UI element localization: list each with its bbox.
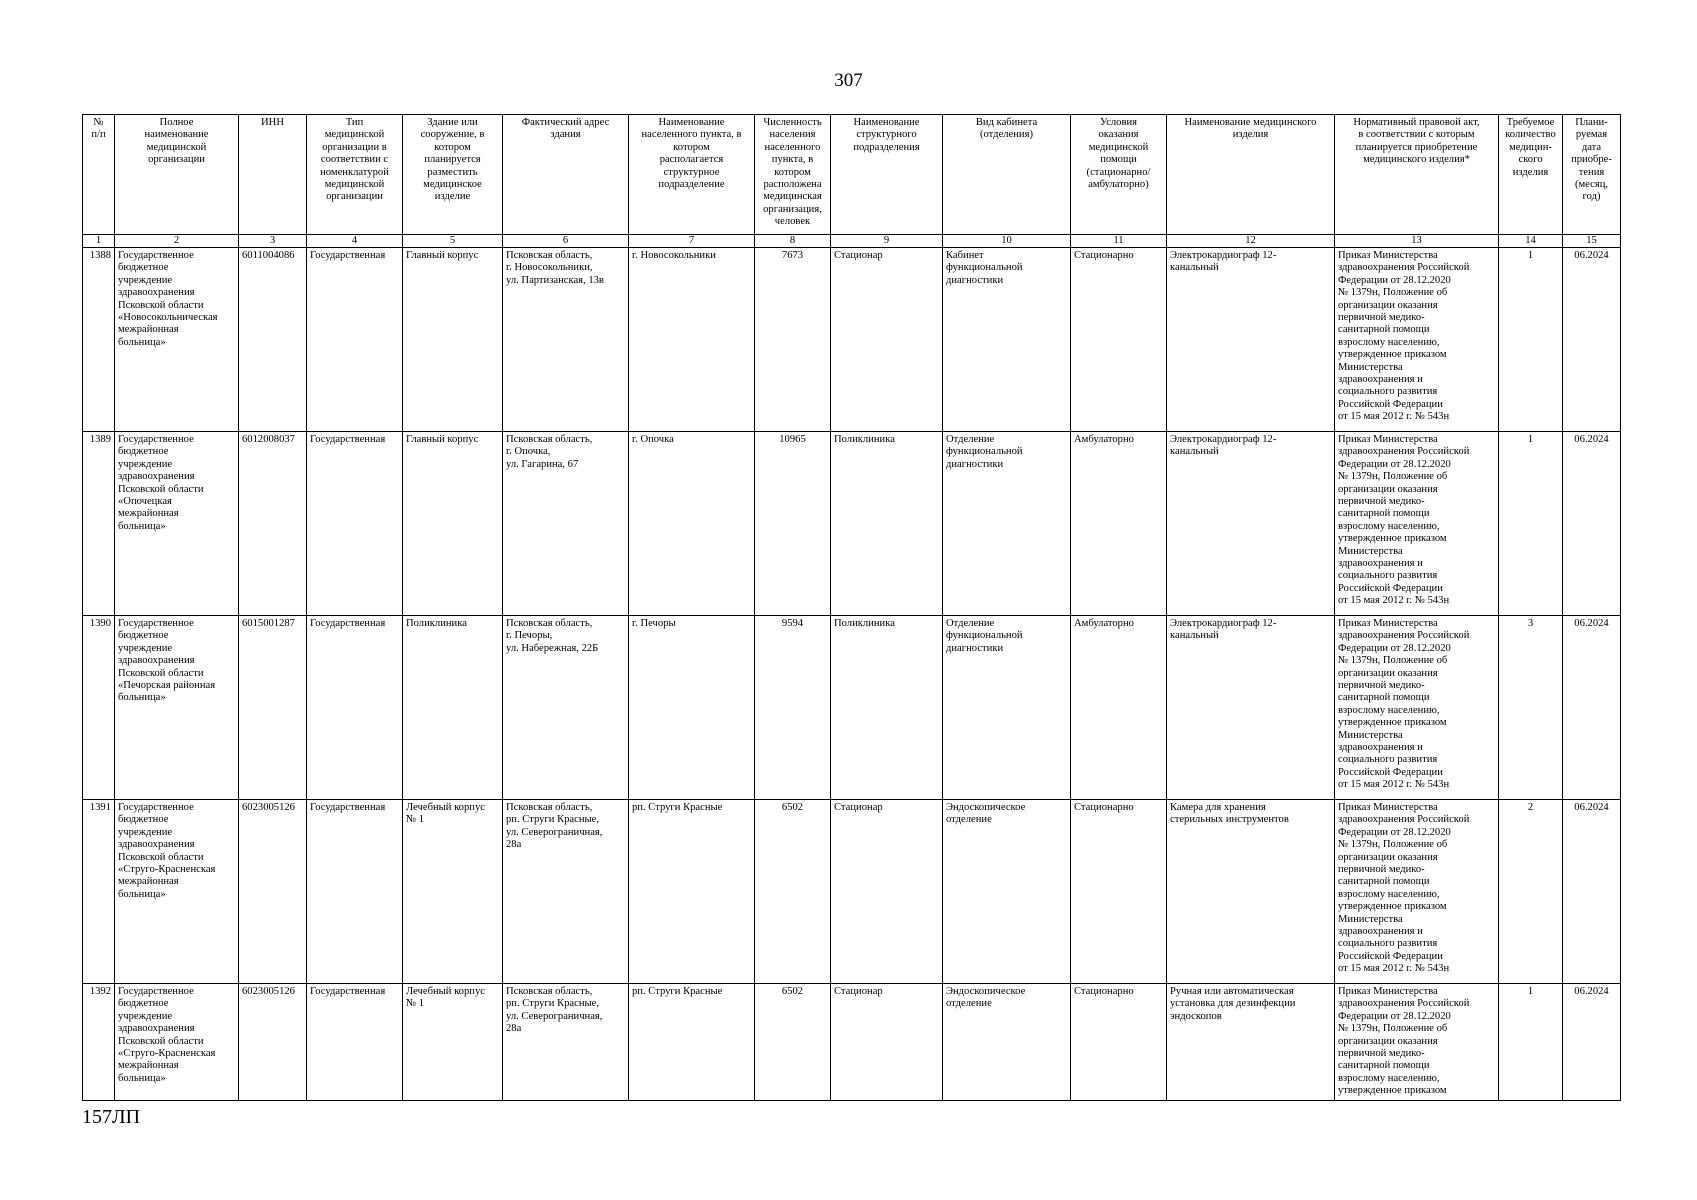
cabinet-type: Эндоскопическое отделение — [943, 984, 1071, 1101]
column-number: 13 — [1335, 235, 1499, 248]
regulatory-act: Приказ Министерства здравоохранения Российской Федерации от 28.12.2020 № 1379н, Положение об организации оказания первичной медико- санитарной помощи взрослому населению, утвержденное приказом Министерства здравоохранения и социального развития Российской Федерации от 15 мая 2012 г. № 543н — [1335, 800, 1499, 984]
medical-device: Ручная или автоматическая установка для дезинфекции эндоскопов — [1167, 984, 1335, 1101]
medical-device: Электрокардиограф 12- канальный — [1167, 616, 1335, 800]
structural-unit: Стационар — [831, 800, 943, 984]
structural-unit: Стационар — [831, 248, 943, 432]
quantity: 1 — [1499, 248, 1563, 432]
column-number: 4 — [307, 235, 403, 248]
page-number: 307 — [834, 70, 863, 91]
column-number: 6 — [503, 235, 629, 248]
care-conditions: Амбулаторно — [1071, 432, 1167, 616]
quantity: 2 — [1499, 800, 1563, 984]
locality: г. Печоры — [629, 616, 755, 800]
header-row — [83, 115, 1621, 235]
organization-name: Государственное бюджетное учреждение здравоохранения Псковской области «Новосокольническая межрайонная больница» — [115, 248, 239, 432]
building: Лечебный корпус № 1 — [403, 984, 503, 1101]
locality: г. Новосокольники — [629, 248, 755, 432]
quantity: 3 — [1499, 616, 1563, 800]
column-number: 8 — [755, 235, 831, 248]
planned-date: 06.2024 — [1563, 800, 1621, 984]
organization-type: Государственная — [307, 248, 403, 432]
table-row — [83, 984, 1621, 1101]
quantity: 1 — [1499, 984, 1563, 1101]
column-number: 10 — [943, 235, 1071, 248]
header-cell: Плани- руемая дата приобре- тения (месяц, год) — [1563, 115, 1621, 235]
regulatory-act: Приказ Министерства здравоохранения Российской Федерации от 28.12.2020 № 1379н, Положение об организации оказания первичной медико- санитарной помощи взрослому населению, утвержденное приказом Министерства здравоохранения и социального развития Российской Федерации от 15 мая 2012 г. № 543н — [1335, 616, 1499, 800]
column-number: 15 — [1563, 235, 1621, 248]
row-number: 1391 — [83, 800, 115, 984]
table-row — [83, 800, 1621, 984]
cabinet-type: Отделение функциональной диагностики — [943, 432, 1071, 616]
inn: 6015001287 — [239, 616, 307, 800]
column-number: 12 — [1167, 235, 1335, 248]
structural-unit: Поликлиника — [831, 432, 943, 616]
header-cell: Здание или сооружение, в котором планируется разместить медицинское изделие — [403, 115, 503, 235]
care-conditions: Стационарно — [1071, 984, 1167, 1101]
cabinet-type: Кабинет функциональной диагностики — [943, 248, 1071, 432]
structural-unit: Стационар — [831, 984, 943, 1101]
column-number: 14 — [1499, 235, 1563, 248]
column-number: 9 — [831, 235, 943, 248]
care-conditions: Амбулаторно — [1071, 616, 1167, 800]
cabinet-type: Отделение функциональной диагностики — [943, 616, 1071, 800]
header-cell: Наименование населенного пункта, в котором располагается структурное подразделение — [629, 115, 755, 235]
row-number: 1390 — [83, 616, 115, 800]
population: 10965 — [755, 432, 831, 616]
header-cell: Вид кабинета (отделения) — [943, 115, 1071, 235]
address: Псковская область, г. Опочка, ул. Гагарина, 67 — [503, 432, 629, 616]
row-number: 1388 — [83, 248, 115, 432]
header-cell: Требуемое количество медицин- ского изделия — [1499, 115, 1563, 235]
column-number: 11 — [1071, 235, 1167, 248]
header-cell: Тип медицинской организации в соответствии с номенклатурой медицинской организации — [307, 115, 403, 235]
column-number: 5 — [403, 235, 503, 248]
address: Псковская область, г. Новосокольники, ул. Партизанская, 13в — [503, 248, 629, 432]
planned-date: 06.2024 — [1563, 248, 1621, 432]
header-cell: Наименование структурного подразделения — [831, 115, 943, 235]
organization-type: Государственная — [307, 616, 403, 800]
header-cell: ИНН — [239, 115, 307, 235]
cabinet-type: Эндоскопическое отделение — [943, 800, 1071, 984]
medical-device: Электрокардиограф 12- канальный — [1167, 432, 1335, 616]
table-row — [83, 432, 1621, 616]
inn: 6012008037 — [239, 432, 307, 616]
row-number: 1389 — [83, 432, 115, 616]
locality: рп. Струги Красные — [629, 984, 755, 1101]
organization-type: Государственная — [307, 800, 403, 984]
population: 6502 — [755, 800, 831, 984]
care-conditions: Стационарно — [1071, 800, 1167, 984]
header-cell: Численность населения населенного пункта, в котором расположена медицинская организация, человек — [755, 115, 831, 235]
organization-name: Государственное бюджетное учреждение здравоохранения Псковской области «Струго-Красненская межрайонная больница» — [115, 984, 239, 1101]
regulatory-act: Приказ Министерства здравоохранения Российской Федерации от 28.12.2020 № 1379н, Положение об организации оказания первичной медико- санитарной помощи взрослому населению, утвержденное приказом — [1335, 984, 1499, 1101]
organization-type: Государственная — [307, 984, 403, 1101]
column-number: 2 — [115, 235, 239, 248]
organization-name: Государственное бюджетное учреждение здравоохранения Псковской области «Печорская районная больница» — [115, 616, 239, 800]
quantity: 1 — [1499, 432, 1563, 616]
building: Главный корпус — [403, 432, 503, 616]
medical-device: Электрокардиограф 12- канальный — [1167, 248, 1335, 432]
inn: 6023005126 — [239, 984, 307, 1101]
header-cell: Условия оказания медицинской помощи (стационарно/ амбулаторно) — [1071, 115, 1167, 235]
column-number-row — [83, 235, 1621, 248]
table-row — [83, 248, 1621, 432]
care-conditions: Стационарно — [1071, 248, 1167, 432]
document-code: 157ЛП — [82, 1106, 141, 1128]
planned-date: 06.2024 — [1563, 984, 1621, 1101]
column-number: 1 — [83, 235, 115, 248]
building: Поликлиника — [403, 616, 503, 800]
population: 6502 — [755, 984, 831, 1101]
organization-name: Государственное бюджетное учреждение здравоохранения Псковской области «Опочецкая межрайонная больница» — [115, 432, 239, 616]
regulatory-act: Приказ Министерства здравоохранения Российской Федерации от 28.12.2020 № 1379н, Положение об организации оказания первичной медико- санитарной помощи взрослому населению, утвержденное приказом Министерства здравоохранения и социального развития Российской Федерации от 15 мая 2012 г. № 543н — [1335, 432, 1499, 616]
table-row — [83, 616, 1621, 800]
planned-date: 06.2024 — [1563, 432, 1621, 616]
column-number: 3 — [239, 235, 307, 248]
address: Псковская область, рп. Струги Красные, ул. Северограничная, 28а — [503, 800, 629, 984]
header-cell: Наименование медицинского изделия — [1167, 115, 1335, 235]
header-cell: Нормативный правовой акт, в соответствии с которым планируется приобретение медицинского изделия* — [1335, 115, 1499, 235]
organization-name: Государственное бюджетное учреждение здравоохранения Псковской области «Струго-Красненская межрайонная больница» — [115, 800, 239, 984]
address: Псковская область, г. Печоры, ул. Набережная, 22Б — [503, 616, 629, 800]
medical-device: Камера для хранения стерильных инструментов — [1167, 800, 1335, 984]
row-number: 1392 — [83, 984, 115, 1101]
locality: г. Опочка — [629, 432, 755, 616]
column-number: 7 — [629, 235, 755, 248]
population: 9594 — [755, 616, 831, 800]
population: 7673 — [755, 248, 831, 432]
header-cell: № п/п — [83, 115, 115, 235]
locality: рп. Струги Красные — [629, 800, 755, 984]
header-cell: Фактический адрес здания — [503, 115, 629, 235]
structural-unit: Поликлиника — [831, 616, 943, 800]
building: Лечебный корпус № 1 — [403, 800, 503, 984]
inn: 6011004086 — [239, 248, 307, 432]
inn: 6023005126 — [239, 800, 307, 984]
planned-date: 06.2024 — [1563, 616, 1621, 800]
header-cell: Полное наименование медицинской организации — [115, 115, 239, 235]
medical-equipment-table — [82, 114, 1621, 1101]
regulatory-act: Приказ Министерства здравоохранения Российской Федерации от 28.12.2020 № 1379н, Положение об организации оказания первичной медико- санитарной помощи взрослому населению, утвержденное приказом Министерства здравоохранения и социального развития Российской Федерации от 15 мая 2012 г. № 543н — [1335, 248, 1499, 432]
building: Главный корпус — [403, 248, 503, 432]
organization-type: Государственная — [307, 432, 403, 616]
address: Псковская область, рп. Струги Красные, ул. Северограничная, 28а — [503, 984, 629, 1101]
